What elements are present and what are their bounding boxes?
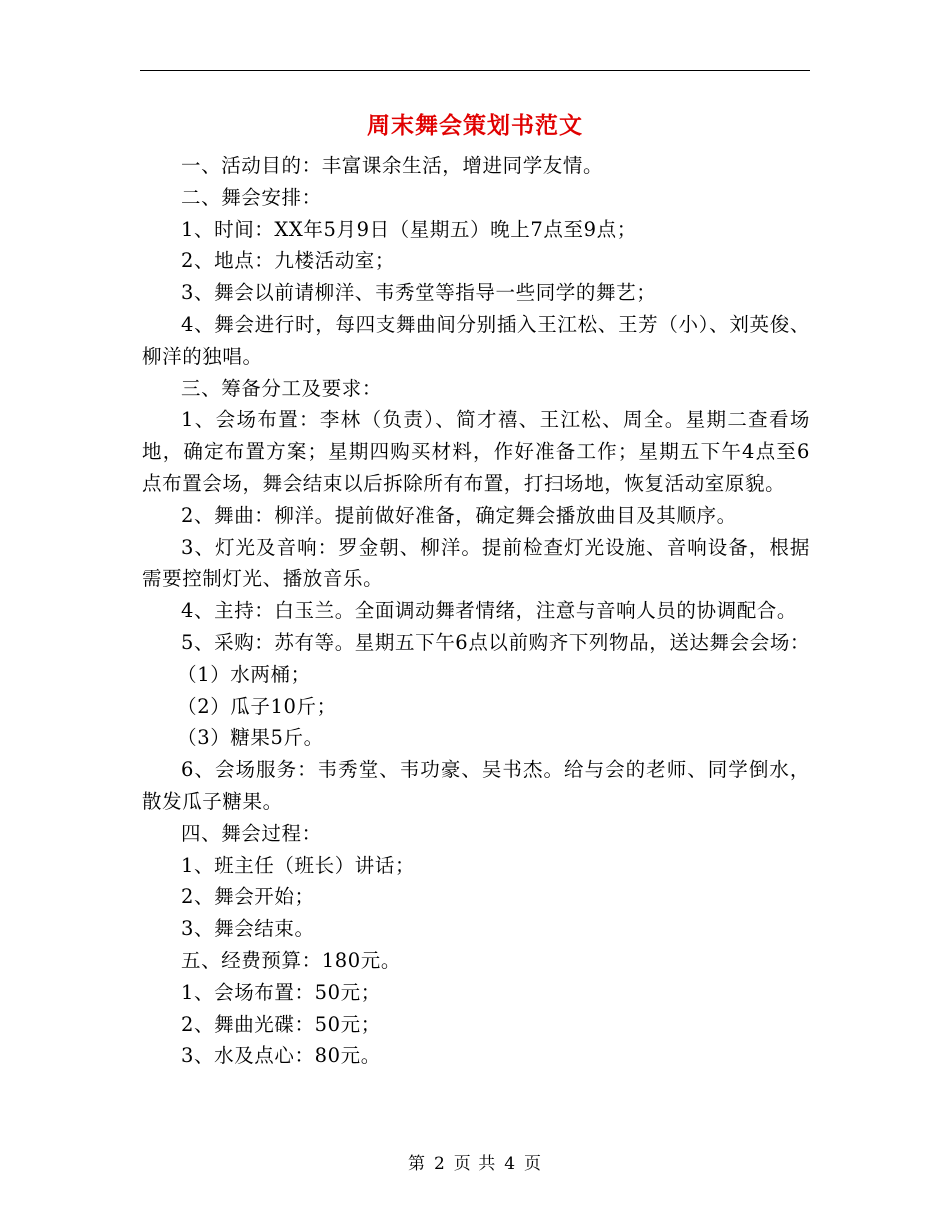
paragraph: 4、舞会进行时，每四支舞曲间分别插入王江松、王芳（小）、刘英俊、柳洋的独唱。: [142, 312, 810, 368]
paragraph: 3、灯光及音响：罗金朝、柳洋。提前检查灯光设施、音响设备，根据需要控制灯光、播放音乐。: [142, 535, 810, 591]
paragraph: 五、经费预算：180元。: [181, 948, 401, 972]
paragraph: 一、活动目的：丰富课余生活，增进同学友情。: [181, 154, 604, 177]
paragraph: 四、舞会过程：: [181, 821, 322, 845]
paragraph: 2、舞会开始；: [181, 885, 315, 909]
page-footer: [0, 1152, 950, 1176]
list-sub-item: （2）瓜子10斤；: [177, 694, 337, 718]
paragraph: 3、舞会以前请柳洋、韦秀堂等指导一些同学的舞艺；: [181, 281, 657, 305]
document-body: [142, 150, 810, 1072]
paragraph: 二、舞会安排：: [181, 185, 322, 209]
paragraph: 1、会场布置：李林（负责）、简才禧、王江松、周全。星期二查看场地，确定布置方案；星期四购买材料，作好准备工作；星期五下午4点至6点布置会场，舞会结束以后拆除所有布置，打扫场地，恢复活动室原貌。: [142, 408, 810, 495]
paragraph: 1、会场布置：50元；: [181, 980, 381, 1004]
document-title: 周末舞会策划书范文: [367, 112, 583, 139]
paragraph: 2、地点：九楼活动室；: [181, 249, 396, 273]
footer-total-pages: 4: [504, 1154, 517, 1174]
header-rule: [140, 70, 810, 71]
list-sub-item: （1）水两桶；: [177, 662, 311, 686]
paragraph: 3、水及点心：80元。: [181, 1044, 381, 1068]
list-sub-item: （3）糖果5斤。: [177, 726, 324, 750]
footer-prefix: 第: [407, 1154, 426, 1174]
paragraph: 4、主持：白玉兰。全面调动舞者情绪，注意与音响人员的协调配合。: [181, 599, 798, 623]
paragraph: 2、舞曲：柳洋。提前做好准备，确定舞会播放曲目及其顺序。: [181, 503, 737, 527]
paragraph: 6、会场服务：韦秀堂、韦功豪、吴书杰。给与会的老师、同学倒水，散发瓜子糖果。: [142, 758, 810, 813]
paragraph: 3、舞会结束。: [181, 917, 315, 941]
footer-current-page: 2: [433, 1154, 446, 1174]
paragraph: 1、时间：XX年5月9日（星期五）晚上7点至9点；: [181, 217, 637, 241]
paragraph: 1、班主任（班长）讲话；: [181, 853, 416, 877]
paragraph: 2、舞曲光碟：50元；: [181, 1012, 381, 1036]
footer-suffix: 页: [524, 1154, 543, 1174]
paragraph: 5、采购：苏有等。星期五下午6点以前购齐下列物品，送达舞会会场：: [181, 630, 811, 654]
footer-middle: 页 共: [453, 1154, 497, 1174]
paragraph: 三、筹备分工及要求：: [181, 376, 383, 400]
